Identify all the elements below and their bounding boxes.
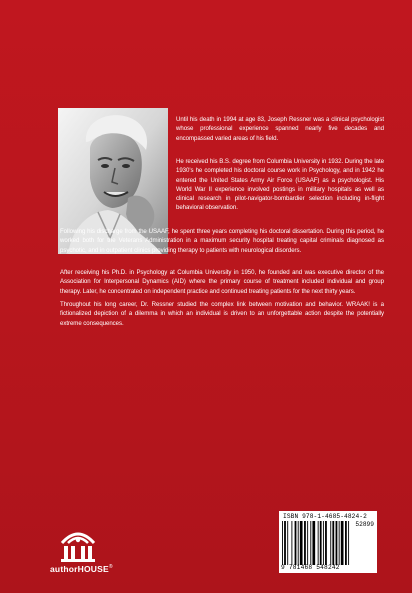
isbn-barcode [279,511,377,573]
publisher-logo [50,527,113,579]
bio-paragraph-4: After receiving his Ph.D. in Psychology at Columbia University in 1950, he founded and was executive director of the Association for Interpersonal Dynamics (AID) where the primary course of treatment included individual and group therapy. Later, he concentrated on independent practice and continued treating patients for the next thirty years. [60,269,384,295]
price-code: 52899 [355,521,374,528]
bio-paragraph-1: Until his death in 1994 at age 83, Joseph Ressner was a clinical psychologist whose professional experience spanned nearly five decades and encompassed varied areas of his field. [176,116,384,142]
publisher-name: authorHOUSE® [50,564,113,574]
authorhouse-building-icon [58,527,98,563]
bio-paragraph-3: Following his discharge from the USAAF, he spent three years completing his doctoral dissertation. During this period, he worked both for the Veterans Administration in a maximum security hospital treating capital criminals diagnosed as psychotic, and in outpatient clinics providing therapy to patients with neurological disorders. [60,228,384,254]
barcode-digits: 9 781468 548242 [281,564,340,571]
barcode-bars [282,521,350,565]
bio-paragraph-2: He received his B.S. degree from Columbia University in 1932. During the late 1930's he completed his doctoral course work in Psychology, and in 1942 he entered the United States Army Air Force (USAAF) as a psychologist. His World War II experience involved postings in military hospitals as well as clinical research in pilot-navigator-bombardier selection including in-flight behavioral observation. [176,158,384,212]
isbn-label: ISBN 978-1-4685-4824-2 [283,513,367,520]
bio-paragraph-5: Throughout his long career, Dr. Ressner studied the complex link between motivation and behavior. WRAAK! is a fictionalized depiction of a dilemma in which an individual is driven to an unforgettable action despite the potentially extreme consequences. [60,301,384,327]
